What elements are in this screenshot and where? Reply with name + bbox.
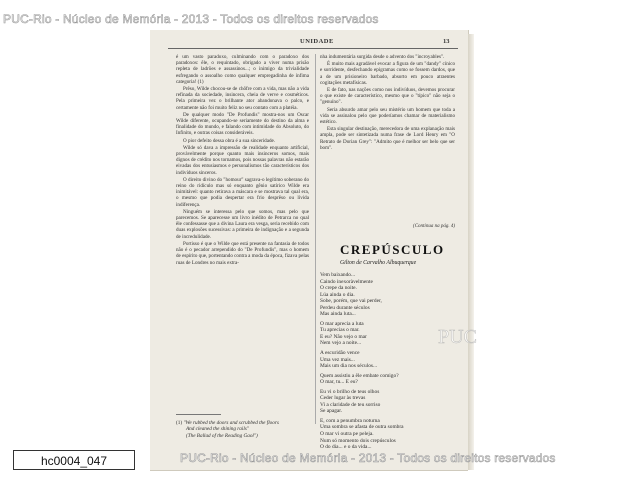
poem-line: Ceder lugar às trevas — [320, 395, 366, 402]
paragraph: Prêso, Wilde chocou-se de chôfre com a vida, mas não a vida refinada da sociedade, insincera, cheia de verve e cosméticos. Pela primeira vez o brilhante ator abandonava o palco, e certamente não foi muito feliz no seu contato com a platéia. — [176, 86, 309, 111]
poem-line: Nem vejo a noite... — [320, 340, 362, 347]
poem-line: Uma vez mais... — [320, 356, 355, 363]
paragraph: Ninguém se interessa pelo que somos, mas pelo que parecemos. Se aparecesse um livro inédito de Petrarca no qual êle confessasse que a divina Laura era vesga, seria recebido com duas explosões sucessivas: a primeira de indignação e a segunda de incredulidade. — [176, 208, 309, 240]
paragraph: Portisso é que o Wilde que está presente na fantasia de todos não é o pecador arrependido do "De Profundis", mas o homem de espírito que, portentando contra a moda da época, fizava pelas ruas de Londres no mais extra- — [176, 240, 309, 266]
poem-line: O mar vi outra pe peleja. — [320, 431, 374, 438]
poem-line: Uma sombra se afasta de outra sombra — [320, 424, 404, 431]
left-column — [176, 54, 309, 267]
watermark-top: PUC-Rio - Núcleo de Memória - 2013 - Todos os direitos reservados — [3, 12, 379, 26]
poem-line: Lúa ainda o dia. — [320, 291, 355, 298]
running-header — [150, 38, 468, 48]
continued-note: (Continua na pág. 4) — [413, 224, 455, 229]
footnote-rule — [176, 414, 221, 415]
poem-body — [320, 272, 455, 451]
poem-line: E eu? Não vejo o mar — [320, 333, 367, 340]
poem-line: Perdeu durante séculos — [320, 304, 370, 311]
poem-line: Vi a claridade de teu sorriso — [320, 401, 381, 408]
footnote-line: (The Ballad of the Reading Gaol") — [186, 432, 258, 439]
poem-line: Mais um dia nos séculos... — [320, 363, 378, 370]
paragraph: Seria absurdo amar pelo seu mistério um homem que toda a vida se assinalou pelo que poderíamos chamar de materialismo estético. — [320, 106, 455, 126]
poem-line: Eu vi o brilho de teus olhos — [320, 388, 380, 395]
poem-author: Gilton de Carvalho Albuquerque — [340, 260, 417, 266]
paragraph: De qualquer modo "De Profundis" mostra-nos um Oscar Wilde diferente, ocupando-se seriamente do destino da alma e finalidade do mundo, e falando com intimidade do Absoluto, do Infinito, e outras coisas consideráveis. — [176, 111, 309, 137]
paragraph: O direito divino do "homour" sagrava-o legítimo soberano do reino do ridículo mas só enquanto gênio satírico Wilde era inimitável: quanto retirava a máscara e se mostrava tal qual era, o mesmo que podia despertar era frio desprêso ou lívida indiferença. — [176, 176, 309, 208]
page-number: 13 — [443, 38, 450, 45]
paragraph: E de fato, nas nações como nos indivíduos, devemos procurar o que existe de característico, mesmo que o "típico" não seja o "genuíno". — [320, 87, 455, 106]
paragraph: nha indumentária surgida desde o advento dos "incroyables". — [320, 54, 445, 60]
paragraph: O pior defeito dessa obra é a sua sinceridade. — [183, 137, 276, 144]
running-head-title: UNIDADE — [300, 38, 334, 45]
poem-line: Quem assistiu a êle embate comigo? — [320, 372, 399, 379]
poem-line: A escuridão vence — [320, 350, 360, 357]
footnote — [176, 420, 309, 439]
page-edge-shadow — [468, 34, 474, 470]
poem-line: O crepe da noite. — [320, 285, 357, 292]
watermark-bottom: PUC-Rio - Núcleo de Memória - 2013 - Todos os direitos reservados — [180, 451, 556, 465]
poem-line: Mas ainda luta... — [320, 311, 356, 318]
column-divider — [315, 54, 316, 424]
footnote-line: And cleaned the shining rails" — [186, 426, 249, 433]
poem-line: Sobe, porém, que vai perder, — [320, 298, 382, 305]
poem-line: O do dia... e o da vida... — [320, 444, 372, 451]
archive-id-label: hc0004_047 — [13, 450, 135, 470]
poem-line: Vem baixando... — [320, 272, 356, 278]
footnote-line: (1) "We rubbed the doors and scrubbed the floors — [176, 420, 279, 426]
footnote-marker: (1) — [176, 420, 183, 426]
paragraph: é um vasto paradoxo, culminando com o paradoxo dos paradoxos: êle, o requintado, obrigado a viver numa prisão repleta de ladrões e assassinos...; o inimigo da trivialidade esfregando o assoalho como qualquer empregadinha de ínfima categoria! (1) — [176, 54, 309, 85]
poem-line: O mar aprecia a luta — [320, 320, 364, 327]
paragraph: É muito mais agradável evocar a figura de um "dandy" cínico e sorridente, desfechando epigramas como se fossem dardos, que a de um prisioneiro barbado, absorto em pouco atraentes cogitações metafísicas. — [320, 61, 455, 86]
header-rule — [168, 48, 458, 49]
poem-line: E, com a penumbra noturna — [320, 417, 380, 424]
paragraph: Wilde só dava a impressão de realidade enquanto artificial, provàvelmente porque quanto mais insinceros somos, mais dignos de crédito nos tornamos, pois nossas palavras não estarão eivadas dos entusiasmos e personalismos tão característicos dos indivíduos sinceros. — [176, 144, 309, 176]
poem-line: Num só momento dois crepúsculos — [320, 437, 396, 444]
paragraph: Esta singular destinação, merecedora de uma explanação mais ampla, pode ser sintetizada numa frase de Lord Henry em "O Retrato de Dorian Grey": "Admito que é melhor ser belo que ser bom". — [320, 126, 455, 151]
right-column — [320, 54, 455, 152]
poem-line: Se apagar. — [320, 408, 343, 415]
document-page — [150, 30, 468, 470]
poem-title: CREPÚSCULO — [340, 242, 445, 257]
poem-line: Caindo inexoràvelmente — [320, 278, 373, 285]
poem-line: O mar, tu... E eu? — [320, 379, 358, 386]
poem-line: Tu aprecias o mar. — [320, 327, 360, 334]
watermark-side: PUC — [438, 326, 477, 348]
